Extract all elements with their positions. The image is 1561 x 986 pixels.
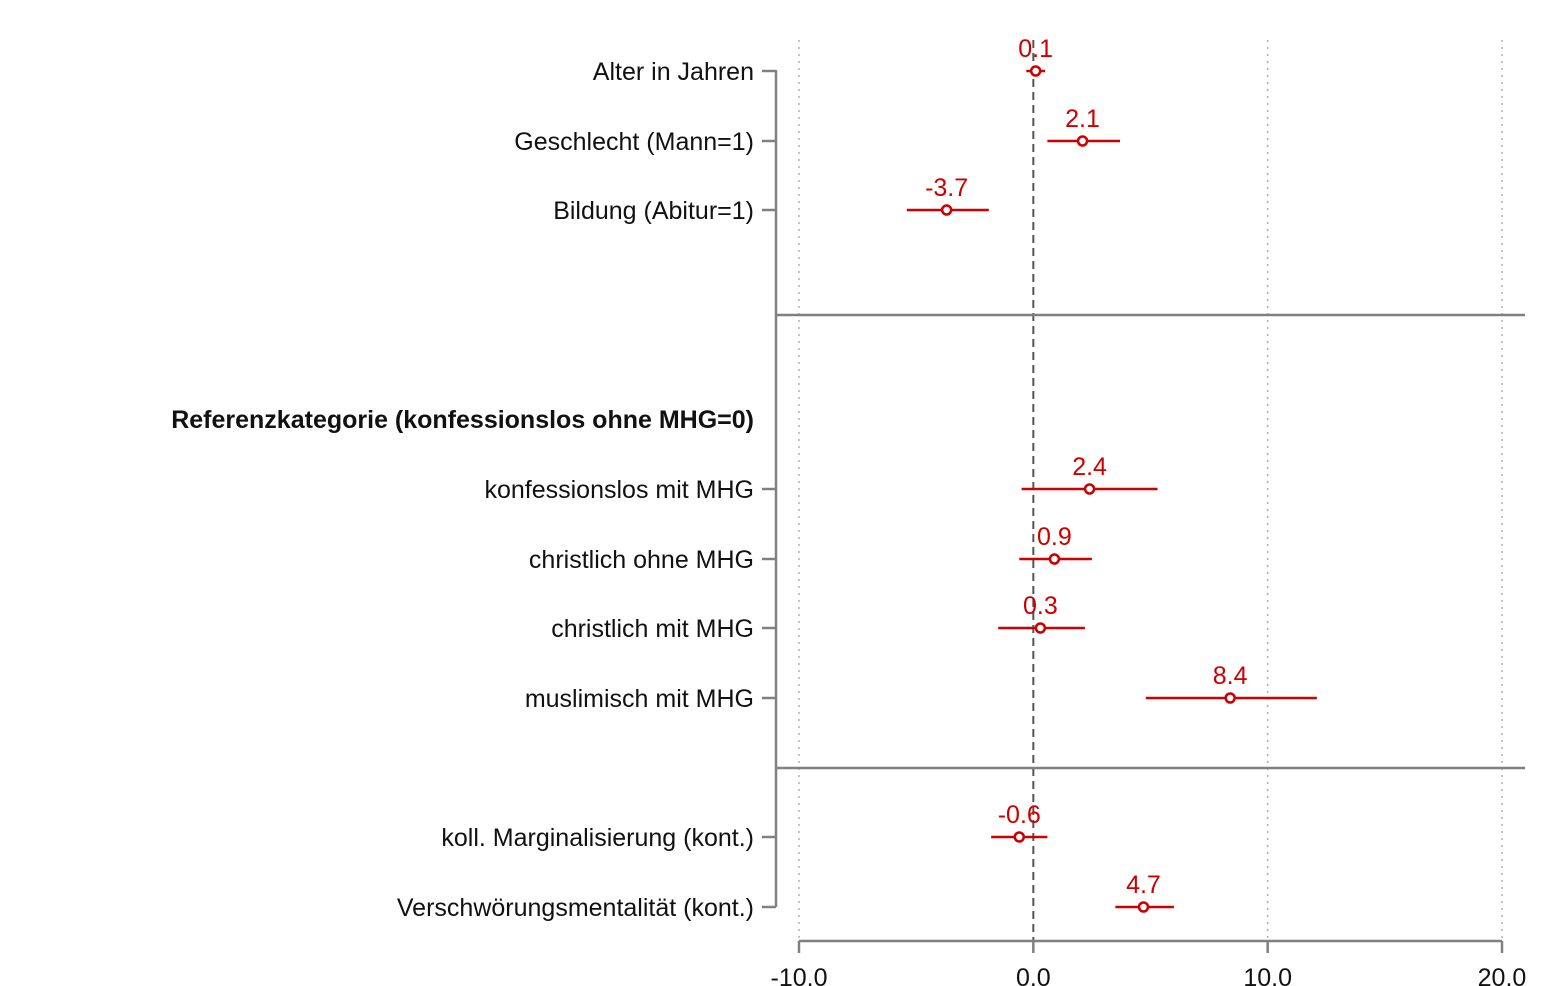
- row-label: muslimisch mit MHG: [524, 685, 754, 713]
- value-label: -3.7: [925, 174, 969, 202]
- value-label: 2.1: [1065, 105, 1100, 133]
- point-estimate: [1139, 903, 1148, 912]
- value-label: 0.1: [1018, 35, 1054, 63]
- point-estimate: [1015, 833, 1024, 842]
- value-label: 4.7: [1126, 871, 1161, 899]
- point-estimate: [942, 206, 951, 215]
- row-label: Verschwörungsmentalität (kont.): [396, 894, 754, 922]
- x-tick-label: -10.0: [770, 964, 828, 986]
- value-label: -0.6: [997, 801, 1041, 829]
- row-label: christlich ohne MHG: [528, 546, 754, 574]
- point-estimate: [1031, 67, 1040, 76]
- point-estimate: [1050, 555, 1059, 564]
- row-label: konfessionslos mit MHG: [484, 476, 754, 504]
- row-label: koll. Marginalisierung (kont.): [441, 824, 754, 852]
- value-label: 0.3: [1022, 592, 1058, 620]
- point-estimate: [1085, 485, 1094, 494]
- value-label: 0.9: [1037, 523, 1072, 551]
- x-tick-label: 20.0: [1477, 964, 1527, 986]
- point-estimate: [1078, 137, 1087, 146]
- x-tick-label: 0.0: [1015, 964, 1051, 986]
- row-label: Geschlecht (Mann=1): [514, 128, 754, 156]
- point-estimate: [1036, 624, 1045, 633]
- row-label: Alter in Jahren: [592, 58, 754, 86]
- row-label: Bildung (Abitur=1): [553, 197, 754, 225]
- x-tick-label: 10.0: [1243, 964, 1293, 986]
- row-label: christlich mit MHG: [551, 615, 754, 643]
- value-label: 8.4: [1212, 662, 1248, 690]
- point-estimate: [1226, 694, 1235, 703]
- group-header-label: Referenzkategorie (konfessionslos ohne MHG=0): [171, 406, 754, 434]
- value-label: 2.4: [1072, 453, 1107, 481]
